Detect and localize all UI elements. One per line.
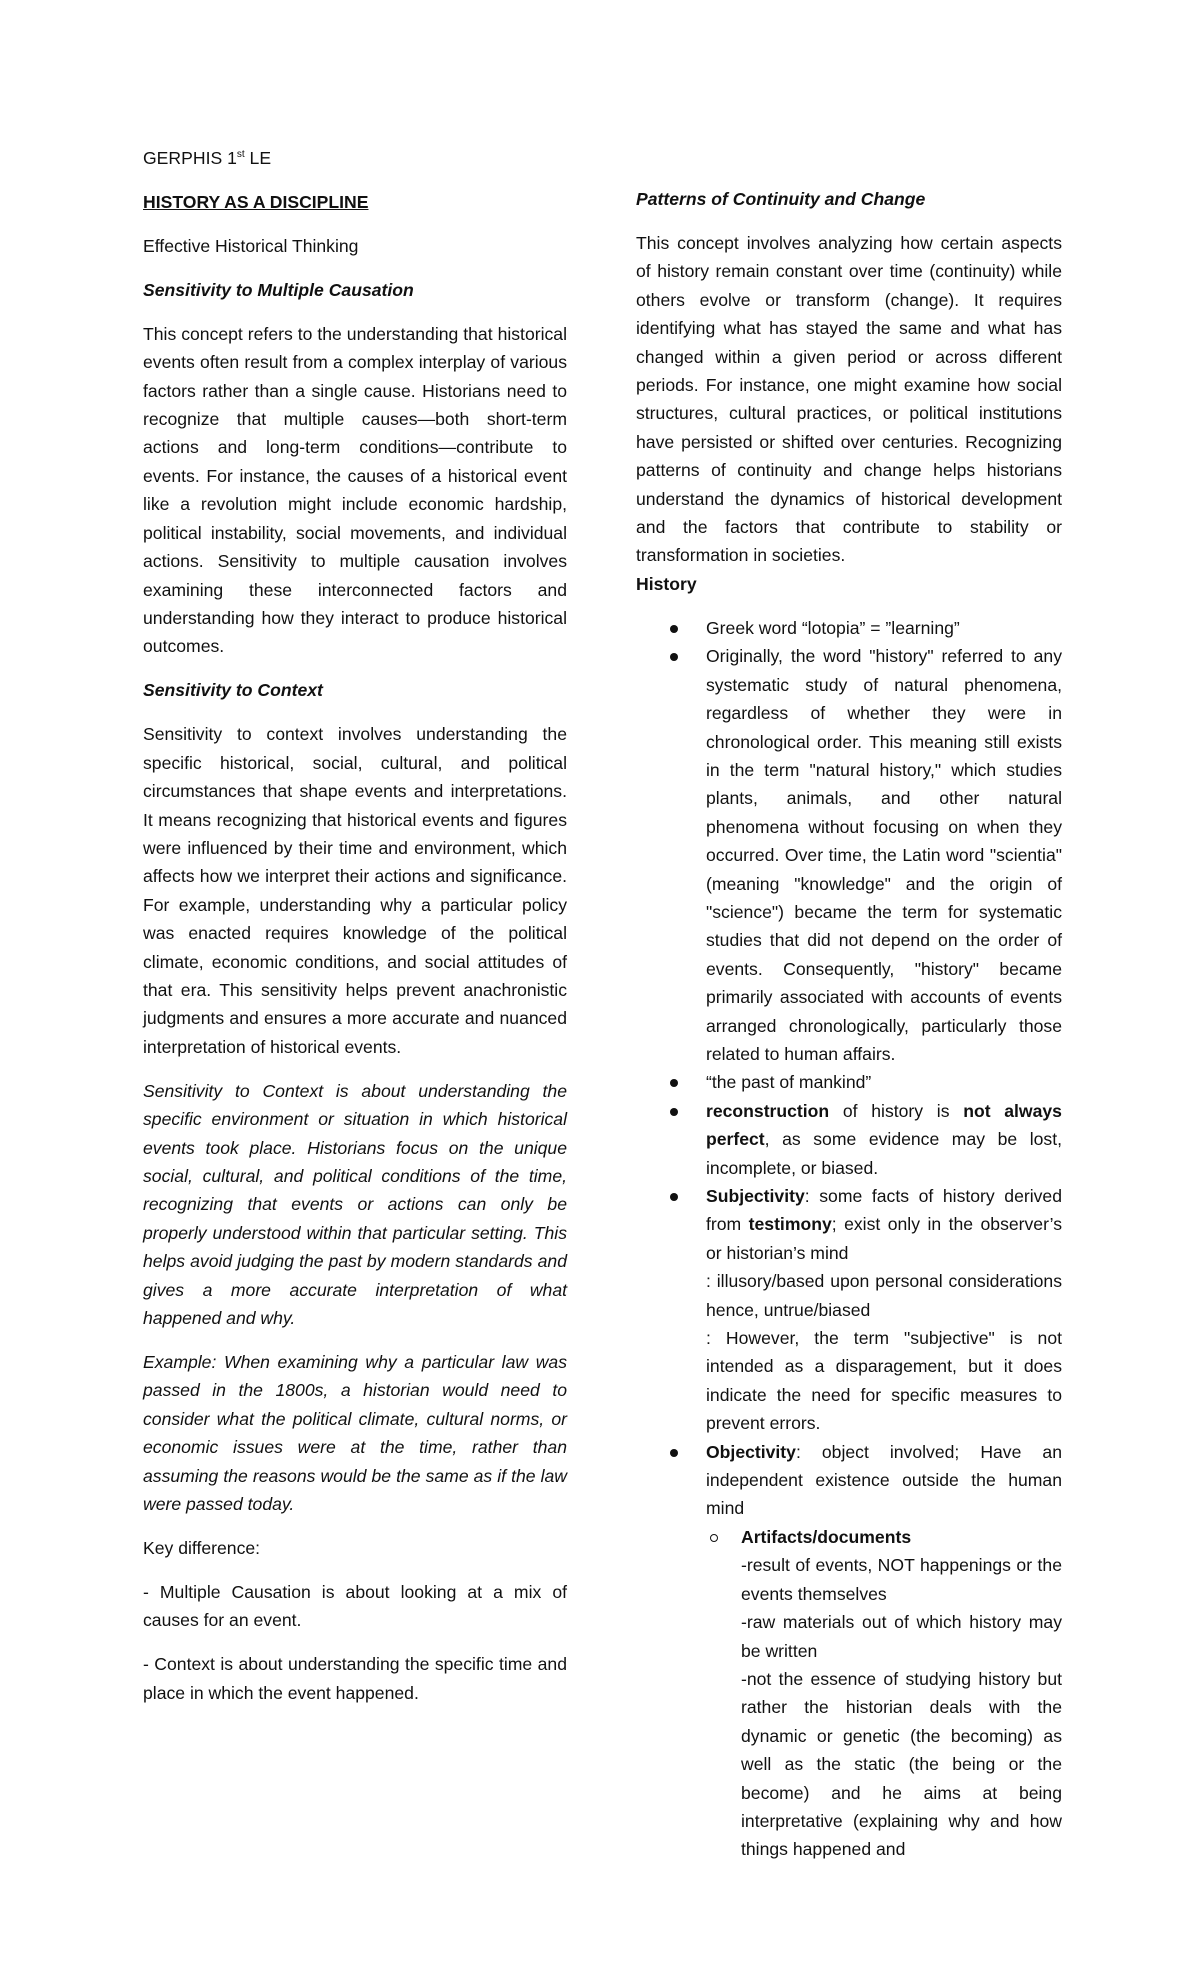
- sub-item-text: -raw materials out of which history may be written: [741, 1612, 1062, 1661]
- sub-item-text: -result of events, NOT happenings or the events themselves: [741, 1555, 1062, 1604]
- bullet-icon: [670, 653, 678, 661]
- list-item-text: : some facts of history derived from: [706, 1186, 1062, 1235]
- course-code: GERPHIS 1: [143, 147, 237, 168]
- difference-item: - Context is about understanding the specific time and place in which the event happened.: [143, 1654, 567, 1703]
- section-heading-continuity-change: Patterns of Continuity and Change: [636, 189, 926, 209]
- difference-item: - Multiple Causation is about looking at a mix of causes for an event.: [143, 1582, 567, 1631]
- bullet-icon: [670, 1108, 678, 1116]
- bold-term: Subjectivity: [706, 1186, 805, 1206]
- list-item: [636, 1182, 1062, 1438]
- list-item: [636, 1438, 1062, 1864]
- hollow-bullet-icon: [710, 1534, 718, 1542]
- bold-term: not always perfect: [706, 1100, 1062, 1150]
- key-difference-label: Key difference:: [143, 1538, 261, 1559]
- paragraph-context: Sensitivity to context involves understanding the specific historical, social, cultural, and political circumstances that shape events and interpretations. It means recognizing that historical events and figures were influenced by their time and environment, which affects how we interpret their actions and significance. For example, understanding why a particular policy was enacted requires knowledge of the political climate, economic conditions, and social attitudes of that era. This sensitivity helps prevent anachronistic judgments and ensures a more accurate and nuanced interpretation of historical events.: [143, 724, 567, 1057]
- bold-term: testimony: [748, 1214, 832, 1235]
- list-item-text: : object involved; Have an independent existence outside the human mind: [706, 1441, 1062, 1519]
- section-heading-context: Sensitivity to Context: [143, 680, 323, 701]
- paragraph-context-italic: Sensitivity to Context is about understanding the specific environment or situation in which historical events took place. Historians focus on the unique social, cultural, and political conditions of the time, recognizing that events or actions can only be properly understood within that particular setting. This helps avoid judging the past by modern standards and gives a more accurate interpretation of what happened and why.: [143, 1080, 567, 1329]
- page-title: HISTORY AS A DISCIPLINE: [143, 191, 369, 212]
- sub-list-item: [706, 1523, 1062, 1551]
- list-item-text: : However, the term "subjective" is not intended as a disparagement, but it does indicate the need for specific measures to prevent errors.: [706, 1328, 1062, 1434]
- list-item-text: , as some evidence may be lost, incomplete, or biased.: [706, 1129, 1062, 1178]
- section-heading-multiple-causation: Sensitivity to Multiple Causation: [143, 279, 414, 300]
- exam-label: LE: [244, 147, 272, 168]
- document-header: [143, 141, 567, 172]
- list-item-text: : illusory/based upon personal considerations hence, untrue/biased: [706, 1271, 1062, 1320]
- list-item-text: ; exist only in the observer’s or historian’s mind: [706, 1214, 1062, 1263]
- list-item-text: Originally, the word "history" referred to any systematic study of natural phenomena, regardless of whether they were in chronological order. This meaning still exists in the term "natural history," which studies plants, animals, and other natural phenomena without focusing on when they occurred. Over time, the Latin word "scientia" (meaning "knowledge" and the origin of "science") became the term for systematic studies that did not depend on the order of events. Consequently, "history" became primarily associated with accounts of events arranged chronologically, particularly those related to human affairs.: [706, 646, 1062, 1064]
- list-item-text: Greek word “lotopia” = ”learning”: [706, 617, 960, 638]
- bold-term: reconstruction: [706, 1100, 830, 1121]
- left-column: [143, 141, 567, 1723]
- subtitle: Effective Historical Thinking: [143, 235, 359, 256]
- section-heading-history: History: [636, 573, 697, 594]
- paragraph-multiple-causation: This concept refers to the understanding that historical events often result from a complex interplay of various factors rather than a single cause. Historians need to recognize that multiple causes—both short-term actions and long-term conditions—contribute to events. For instance, the causes of a historical event like a revolution might include economic hardship, political instability, social movements, and individual actions. Sensitivity to multiple causation involves examining these interconnected factors and understanding how they interact to produce historical outcomes.: [143, 323, 567, 657]
- history-bullet-list: [636, 614, 1062, 1864]
- bullet-icon: [670, 1193, 678, 1201]
- bullet-icon: [670, 625, 678, 633]
- superscript: st: [236, 149, 245, 160]
- bullet-icon: [670, 1449, 678, 1457]
- bold-term: Objectivity: [706, 1441, 796, 1462]
- list-item: [636, 1097, 1062, 1182]
- list-item-text: “the past of mankind”: [706, 1072, 872, 1093]
- paragraph-example: Example: When examining why a particular law was passed in the 1800s, a historian would need to consider what the political climate, cultural norms, or economic issues were at the time, rather than assuming the reasons would be the same as if the law were passed today.: [143, 1352, 567, 1515]
- list-item: [636, 642, 1062, 1068]
- bullet-icon: [670, 1079, 678, 1087]
- right-column: [636, 185, 1062, 1864]
- list-item-text: of history is: [829, 1100, 964, 1121]
- list-item: [636, 1068, 1062, 1096]
- list-item: [636, 614, 1062, 642]
- sub-item-text: -not the essence of studying history but rather the historian deals with the dynamic or genetic (the becoming) as well as the static (the being or the become) and he aims at being interpretative (explaining why and how things happened and: [741, 1668, 1062, 1860]
- paragraph-continuity-change: This concept involves analyzing how certain aspects of history remain constant over time (continuity) while others evolve or transform (change). It requires identifying what has stayed the same and what has changed within a given period or across different periods. For instance, one might examine how social structures, cultural practices, or political institutions have persisted or shifted over centuries. Recognizing patterns of continuity and change helps historians understand the dynamics of historical development and the factors that contribute to stability or transformation in societies.: [636, 233, 1062, 566]
- sub-heading: Artifacts/documents: [741, 1526, 912, 1547]
